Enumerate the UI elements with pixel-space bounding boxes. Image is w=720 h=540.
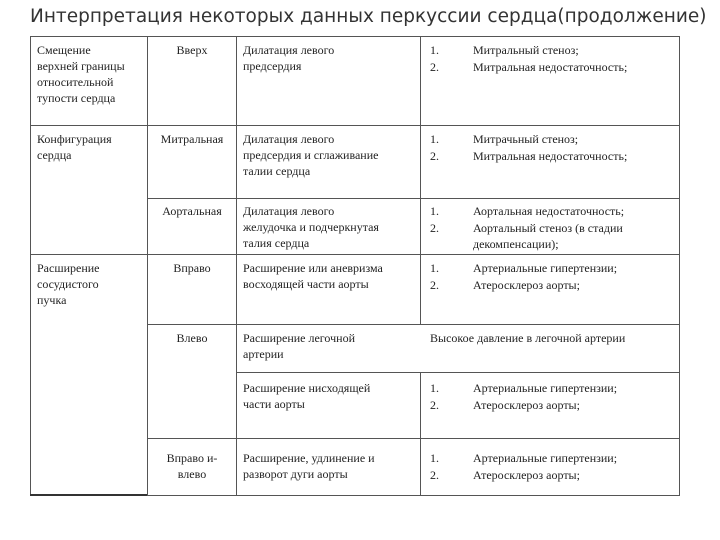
disease-list: Артериальные гипертензии; Атеросклероз аорты;	[473, 381, 618, 412]
cause-cell: Дилатация левого предсердия и сглаживание талии сердца	[243, 132, 379, 178]
list-numbers: 1. 2.	[430, 261, 439, 292]
direction-cell: Вправо	[173, 261, 211, 275]
direction-cell: Вправо и- влево	[166, 451, 218, 481]
list-numbers: 1. 2.	[430, 204, 439, 235]
param-cell: Смещение верхней границы относительной тупости сердца	[37, 43, 125, 105]
direction-cell: Влево	[176, 331, 208, 345]
list-numbers: 1. 2.	[430, 381, 439, 412]
cause-cell: Расширение, удлинение и разворот дуги аорты	[243, 451, 375, 481]
param-cell: Конфигурация сердца	[37, 132, 112, 162]
disease-list: Артериальные гипертензии; Атеросклероз аорты;	[473, 451, 618, 482]
param-cell: Расширение сосудистого пучка	[37, 261, 100, 307]
disease-list: Высокое давление в легочной артерии	[430, 331, 626, 345]
list-numbers: 1. 2.	[430, 43, 439, 74]
disease-list: Аортальная недостаточность; Аортальный стеноз (в стадии декомпенсации);	[473, 204, 625, 251]
slide-title: Интерпретация некоторых данных перкуссии сердца(продолжение)	[30, 6, 707, 27]
disease-list: Митрачьный стеноз; Митральная недостаточность;	[473, 132, 628, 163]
cause-cell: Дилатация левого предсердия	[243, 43, 335, 73]
list-numbers: 1. 2.	[430, 132, 439, 163]
disease-list: Митральный стеноз; Митральная недостаточность;	[473, 43, 628, 74]
direction-cell: Аортальная	[162, 204, 222, 218]
direction-cell: Митральная	[160, 132, 224, 146]
list-numbers: 1. 2.	[430, 451, 439, 482]
direction-cell: Вверх	[176, 43, 208, 57]
cause-cell: Расширение или аневризма восходящей части аорты	[243, 261, 383, 291]
cause-cell: Расширение нисходящей части аорты	[243, 381, 371, 411]
cause-cell: Расширение легочной артерии	[243, 331, 355, 361]
cause-cell: Дилатация левого желудочка и подчеркнутая талия сердца	[243, 204, 379, 250]
disease-list: Артериальные гипертензии; Атеросклероз аорты;	[473, 261, 618, 292]
